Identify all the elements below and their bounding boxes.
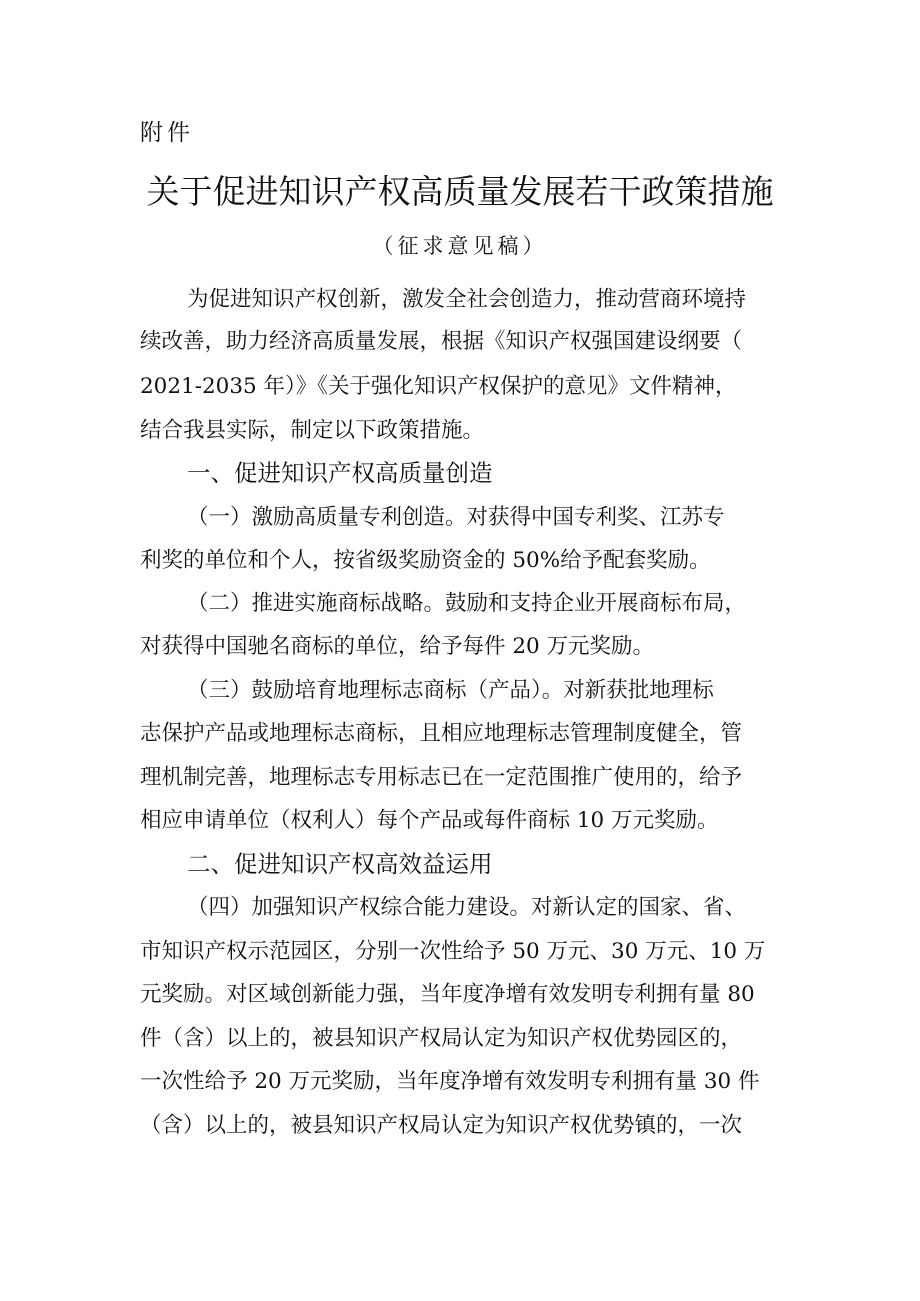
item-4-line-1: （四）加强知识产权综合能力建设。对新认定的国家、省、 <box>187 895 747 920</box>
attachment-label: 附件 <box>140 120 194 146</box>
section-2-heading: 二、促进知识产权高效益运用 <box>187 850 493 878</box>
intro-line-4: 结合我县实际，制定以下政策措施。 <box>140 418 485 443</box>
intro-line-3: 2021-2035 年）》《关于强化知识产权保护的意见》文件精神， <box>140 374 737 399</box>
intro-line-2: 续改善，助力经济高质量发展，根据《知识产权强国建设纲要（ <box>140 329 743 354</box>
item-4-line-6: （含）以上的，被县知识产权局认定为知识产权优势镇的，一次 <box>140 1113 743 1138</box>
item-2-line-2: 对获得中国驰名商标的单位，给予每件 20 万元奖励。 <box>140 634 655 659</box>
section-1-heading: 一、促进知识产权高质量创造 <box>187 459 493 487</box>
document-title: 关于促进知识产权高质量发展若干政策措施 <box>146 172 774 211</box>
item-4-line-3: 元奖励。对区域创新能力强，当年度净增有效发明专利拥有量 80 <box>140 982 755 1007</box>
item-2-line-1: （二）推进实施商标战略。鼓励和支持企业开展商标布局， <box>187 591 747 616</box>
item-4-line-5: 一次性给予 20 万元奖励，当年度净增有效发明专利拥有量 30 件 <box>140 1069 760 1094</box>
item-4-line-2: 市知识产权示范园区，分别一次性给予 50 万元、30 万元、10 万 <box>140 939 766 964</box>
item-1-line-2: 利奖的单位和个人，按省级奖励资金的 50%给予配套奖励。 <box>140 548 711 573</box>
item-1-line-1: （一）激励高质量专利创造。对获得中国专利奖、江苏专 <box>187 505 725 530</box>
item-3-line-4: 相应申请单位（权利人）每个产品或每件商标 10 万元奖励。 <box>140 808 719 833</box>
document-subtitle: （征求意见稿） <box>372 234 548 258</box>
item-3-line-3: 理机制完善，地理标志专用标志已在一定范围推广使用的，给予 <box>140 765 743 790</box>
item-3-line-1: （三）鼓励培育地理标志商标（产品）。对新获批地理标 <box>187 678 714 703</box>
item-3-line-2: 志保护产品或地理标志商标，且相应地理标志管理制度健全，管 <box>140 721 743 746</box>
intro-line-1: 为促进知识产权创新，激发全社会创造力，推动营商环境持 <box>187 287 747 312</box>
item-4-line-4: 件（含）以上的，被县知识产权局认定为知识产权优势园区的， <box>140 1026 743 1051</box>
